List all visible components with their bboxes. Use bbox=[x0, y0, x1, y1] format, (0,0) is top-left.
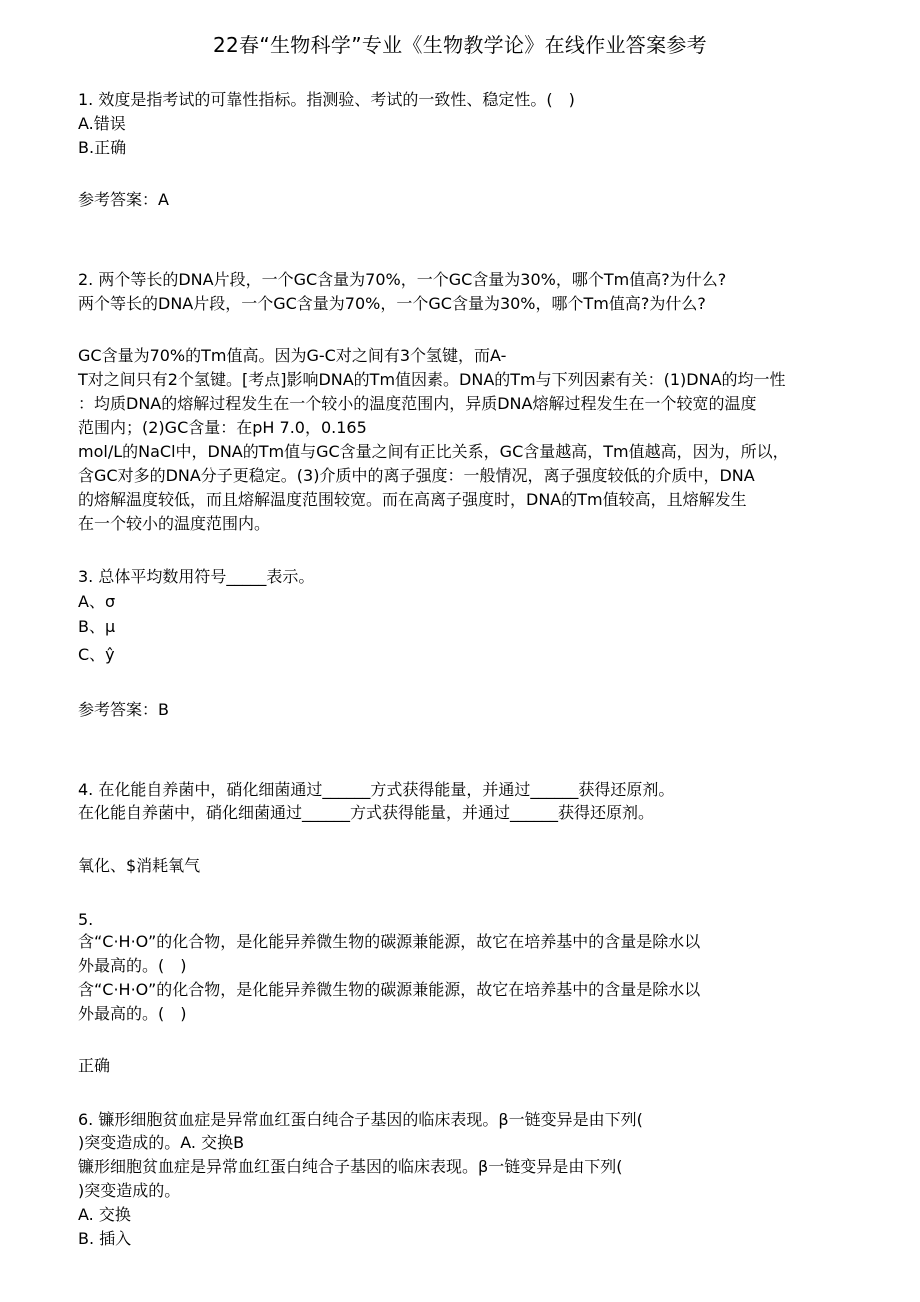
question-3-option-a: A、σ bbox=[78, 592, 116, 611]
question-5-restated-line: 含“C·H·O”的化合物，是化能异养微生物的碳源兼能源，故它在培养基中的含量是除水以 bbox=[78, 980, 701, 999]
question-4-stem: 4. 在化能自养菌中，硝化细菌通过______方式获得能量，并通过______获得还原剂。 bbox=[78, 780, 675, 799]
question-5-stem-line: 外最高的。( ) bbox=[78, 956, 187, 975]
question-6-stem-line: 6. 镰形细胞贫血症是异常血红蛋白纯合子基因的临床表现。β一链变异是由下列( bbox=[78, 1110, 643, 1129]
question-5-number: 5. bbox=[78, 910, 94, 929]
question-6-option-a: A. 交换 bbox=[78, 1205, 131, 1224]
question-1-stem: 1. 效度是指考试的可靠性指标。指测验、考试的一致性、稳定性。( ) bbox=[78, 90, 575, 109]
question-5-stem-line: 含“C·H·O”的化合物，是化能异养微生物的碳源兼能源，故它在培养基中的含量是除水以 bbox=[78, 932, 701, 951]
question-4-answer: 氧化、$消耗氧气 bbox=[78, 856, 201, 875]
question-2-answer-line: T对之间只有2个氢键。[考点]影响DNA的Tm值因素。DNA的Tm与下列因素有关：(1)DNA的均一性 bbox=[78, 370, 786, 389]
question-6-restated-line: 镰形细胞贫血症是异常血红蛋白纯合子基因的临床表现。β一链变异是由下列( bbox=[78, 1157, 623, 1176]
document-title: 22春“生物科学”专业《生物教学论》在线作业答案参考 bbox=[213, 33, 707, 57]
question-2-answer-line: 在一个较小的温度范围内。 bbox=[78, 514, 271, 533]
question-5-answer: 正确 bbox=[78, 1056, 111, 1075]
question-2-answer-line: 含GC对多的DNA分子更稳定。(3)介质中的离子强度：一般情况，离子强度较低的介质中，DNA bbox=[78, 466, 755, 485]
question-1-option-a: A.错误 bbox=[78, 114, 126, 133]
question-3-option-c: C、ŷ bbox=[78, 645, 115, 664]
question-3-answer: 参考答案：B bbox=[78, 700, 169, 719]
question-1-answer: 参考答案：A bbox=[78, 190, 169, 209]
question-3-stem: 3. 总体平均数用符号_____表示。 bbox=[78, 567, 315, 586]
question-1-option-b: B.正确 bbox=[78, 138, 127, 157]
question-6-option-b: B. 插入 bbox=[78, 1229, 132, 1248]
question-3-option-b: B、μ bbox=[78, 617, 116, 636]
question-2-answer-line: GC含量为70%的Tm值高。因为G-C对之间有3个氢键，而A- bbox=[78, 346, 507, 365]
question-5-restated-line: 外最高的。( ) bbox=[78, 1004, 187, 1023]
question-2-stem: 2. 两个等长的DNA片段，一个GC含量为70%，一个GC含量为30%，哪个Tm值高?为什么? bbox=[78, 270, 727, 289]
question-2-answer-line: mol/L的NaCl中，DNA的Tm值与GC含量之间有正比关系，GC含量越高，Tm值越高，因为，所以， bbox=[78, 442, 789, 461]
question-4-restated: 在化能自养菌中，硝化细菌通过______方式获得能量，并通过______获得还原剂。 bbox=[78, 803, 655, 822]
question-2-answer-line: ：均质DNA的熔解过程发生在一个较小的温度范围内，异质DNA熔解过程发生在一个较宽的温度 bbox=[78, 394, 757, 413]
question-6-restated-line: )突变造成的。 bbox=[78, 1181, 181, 1200]
question-2-restated: 两个等长的DNA片段，一个GC含量为70%，一个GC含量为30%，哪个Tm值高?为什么? bbox=[78, 294, 706, 313]
question-2-answer-line: 范围内；(2)GC含量：在pH 7.0，0.165 bbox=[78, 418, 367, 437]
question-2-answer-line: 的熔解温度较低，而且熔解温度范围较宽。而在高离子强度时，DNA的Tm值较高，且熔解发生 bbox=[78, 490, 747, 509]
question-6-stem-line: )突变造成的。A. 交换B bbox=[78, 1133, 245, 1152]
